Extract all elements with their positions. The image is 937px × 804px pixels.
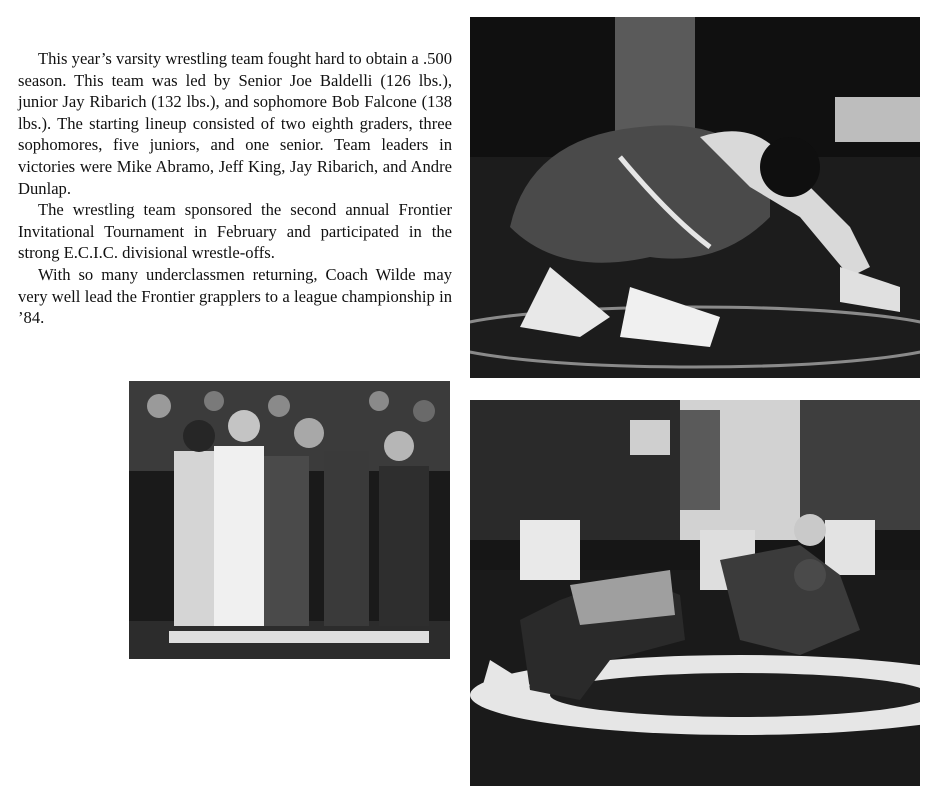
article-paragraph-2: The wrestling team sponsored the second annual Frontier Invitational Tournament in February and participated in the strong E.C.I.C. divisional wrestle-offs. [18, 200, 452, 263]
article-paragraph-1: This year’s varsity wrestling team fought hard to obtain a .500 season. This team was led by Senior Joe Baldelli (126 lbs.), junior Jay Ribarich (132 lbs.), and sophomore Bob Falcone (138 lbs.). The starting lineup consisted of two eighth graders, three sophomores, five juniors, and one senior. Team leaders in victories were Mike Abramo, Jeff King, Jay Ribarich, and Andre Dunlap. [18, 49, 452, 198]
article-text [18, 48, 452, 329]
wrestler-crouching-photo [470, 17, 920, 378]
article-paragraph-3: With so many underclassmen returning, Coach Wilde may very well lead the Frontier grapplers to a league championship in ’84. [18, 264, 452, 328]
team-huddle-photo [129, 381, 450, 659]
match-referee-photo [470, 400, 920, 786]
